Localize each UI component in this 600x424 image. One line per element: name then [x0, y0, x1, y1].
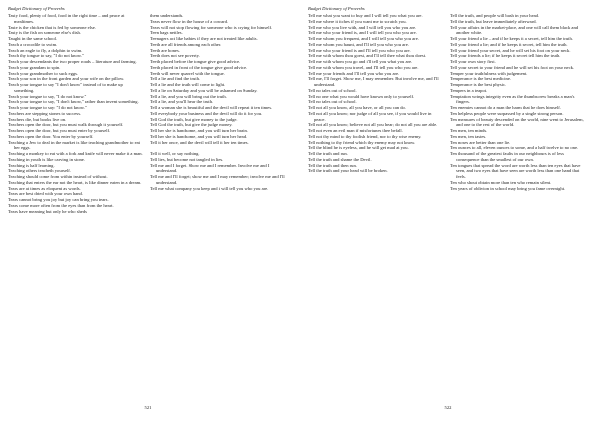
proverb-entry: Teeth placed in front of the tongue give good advice.	[150, 64, 248, 70]
proverb-entry: Teach your tongue to say, "I do not know."	[8, 93, 87, 99]
proverb-entry: Ten thousand of the greatest faults in our neighbours is of less consequence than the smallest of our own.	[450, 151, 564, 162]
proverb-entry: Tell your own story first.	[450, 59, 496, 64]
proverb-entry: Teach your descendants the two proper roads – literature and farming.	[8, 59, 137, 64]
proverb-entry: Tell God the truth, but give money to the judge.	[150, 116, 238, 122]
proverb-entry: Tell the blind he is eyeless, and he will get mad at you.	[308, 145, 409, 151]
proverb-entry: Teaching should come from within instead of without.	[8, 174, 108, 179]
proverb-entry: Tell me whom you frequent, and I will tell you who you are.	[308, 36, 419, 41]
proverb-entry: Tears are at times as eloquent as words.	[8, 185, 81, 191]
proverb-entry: Teaching a Jew to deal in the market is like teaching grandmother to eat her eggs.	[8, 139, 140, 151]
proverb-entry: Teachers die, but books live on.	[8, 116, 67, 122]
proverb-entry: Teeth placed before the tongue give good advice.	[150, 59, 241, 64]
proverb-entry: Tell the truth and then run.	[308, 162, 357, 168]
proverb-entry: Ten tongues that spread the word are worth less than ten eyes that have seen, and two eyes that have seen are worth less than one hand that feels.	[450, 162, 581, 179]
proverb-entry: Tell no one what you would have known only to yourself.	[308, 93, 415, 99]
proverb-entry: Taste is the chicken that is fed by someone else.	[8, 24, 96, 30]
proverb-entry: Ten men, ten minds.	[450, 128, 488, 133]
proverb-entry: Tell nothing to thy friend which thy enemy may not know.	[308, 139, 416, 145]
proverb-entry: Teach your tongue to say: "I do not know."	[8, 105, 87, 110]
proverb-entry: Tell the truth, and people will bash in your head.	[450, 13, 540, 18]
proverb-entry: Tell your friend your secret, and he will set his foot on your neck.	[450, 47, 571, 53]
proverb-entry: Tell not all you know; nor judge of all you see, if you would live in peace.	[308, 110, 432, 122]
proverb-entry: Tell me your friends and I'll tell you who you are.	[308, 70, 400, 76]
proverb-entry: Teen bags nettles.	[150, 30, 183, 36]
proverb-entry: Ten noses are better than one lie.	[450, 139, 511, 145]
proverb-entry: Temper your truthfulness with judgement.	[450, 70, 528, 76]
proverb-entry: Tell me and I forget. Show me and I remember. Involve me and I understand.	[150, 162, 270, 174]
proverb-entry: Tell a lie, and you'll hear the truth.	[150, 99, 214, 105]
proverb-entry: Ten helpless people were surpassed by a single strong person.	[450, 110, 564, 116]
proverb-entry: Tell your friend a lie; and if he keeps it secret, tell him the truth.	[450, 41, 568, 47]
proverb-entry: Tell a lie, and you will bring out the truth.	[150, 93, 227, 99]
proverb-entry: Teenagers act like babies if they are not treated like adults.	[150, 36, 258, 41]
proverb-entry: Tell the truth and shame the Devil.	[308, 156, 372, 162]
page-number: 521	[144, 405, 152, 410]
proverb-entry: Tell a lie and find the truth.	[150, 76, 201, 82]
left-column-2	[150, 13, 286, 214]
proverb-entry: Tell me with whom you go and i'll tell you what you are.	[308, 59, 413, 64]
proverb-entry: Tell no tales out of school.	[308, 99, 357, 105]
proverb-entry: Teachers open the door, but you must enter by yourself.	[8, 128, 111, 133]
right-column-1	[308, 13, 444, 191]
proverb-entry: Tell me, I'll forget. Show me, I may remember. But involve me, and I'll understand.	[308, 76, 439, 87]
proverb-entry: Tell me with whom you travel, and I'll tell you who you are.	[308, 64, 419, 70]
proverb-entry: Teach thy tongue to say, "I do not know."	[8, 53, 84, 59]
proverb-entry: Tell me who you live with, and I will tell you who you are.	[308, 24, 417, 30]
proverb-entry: Tears will not stop flowing for someone who is crying for himself.	[150, 24, 273, 30]
proverb-entry: them understands.	[150, 13, 184, 18]
proverb-entry: Teach an eagle to fly, a dolphin to swim.	[8, 47, 83, 53]
right-page	[300, 0, 600, 424]
proverb-entry: Tell everybody your business and the devil will do it for you.	[150, 110, 263, 116]
proverb-entry: Tears never flow in the house of a coward.	[150, 18, 229, 24]
proverb-entry: Temperance is the best medicine.	[450, 76, 512, 82]
proverb-entry: Tears cannot bring you joy but joy can bring you tears.	[8, 197, 109, 202]
proverb-entry: Ten enemies cannot do a man the harm that he does himself.	[450, 105, 561, 110]
proverb-entry: Tell not thy mind to thy foolish friend, nor to thy wise enemy.	[308, 133, 422, 139]
proverb-entry: Teach your tongue to say, "I don't know," rather than invent something.	[8, 99, 139, 105]
proverb-entry: Tell her she is handsome, and you will turn her brain.	[150, 128, 248, 133]
proverb-entry: Tell a lie on Saturday and you will be ashamed on Sunday.	[150, 87, 258, 93]
proverb-entry: Ten men, ten tastes.	[450, 133, 487, 139]
proverb-entry: Teachers are stepping stones to success.	[8, 110, 82, 116]
right-column-2	[450, 13, 586, 191]
proverb-entry: Tell not even an evil man if misfortunes thee befall.	[308, 128, 403, 133]
proverb-entry: Ten who shout obtain more than ten who remain silent.	[450, 179, 552, 185]
proverb-entry: Tell the truth and run.	[308, 151, 348, 156]
proverb-entry: Ten ounces to all, eleven ounces to some, and a half twelve to no one.	[450, 145, 579, 151]
proverb-entry: Tell a lie and the truth will come to light.	[150, 82, 226, 87]
proverb-entry: Tears come more often from the eyes than from the heart.	[8, 202, 114, 208]
proverb-entry: Teaching that enters the ear not the heart, is like dinner eaten in a dream.	[8, 179, 142, 185]
proverb-entry: Teachers open the door. You enter by yourself.	[8, 133, 94, 139]
proverb-entry: Ten years of oblivion in school may bring you fame overnight.	[450, 185, 566, 191]
proverb-entry: Tasty food, plenty of food, food in the right time – and peace at mealtimes.	[8, 13, 125, 24]
proverb-entry: Teachers open the door, but you must walk through it yourself.	[8, 122, 124, 128]
page-number: 522	[444, 405, 452, 410]
proverb-entry: Tell your secret to your friend and he will set his foot on your neck.	[450, 64, 575, 70]
proverb-entry: Tell it well, or say nothing.	[150, 151, 200, 156]
proverb-entry: Tell me what company you keep and i will tell you who you are.	[150, 185, 269, 191]
proverb-entry: Tell not all you know; believe not all you hear; do not all you are able.	[308, 122, 438, 128]
proverb-entry: Tell your affairs in the market-place, and one will call them black and another white.	[450, 24, 579, 36]
proverb-entry: Tell God the truth, but give the judge money.	[150, 122, 233, 128]
proverb-entry: Tell me where it itches if you want me to scratch you.	[308, 18, 407, 24]
proverb-entry: Tell a woman she is beautiful and the devil will repeat it ten times.	[150, 105, 273, 110]
proverb-entry: Teach your tongue to say "I don't know" instead of to make up something.	[8, 82, 123, 93]
proverb-entry: Tasty is the fish on someone else's dish.	[8, 30, 81, 36]
proverb-entry: Tell me with whom thou goest, and I'll tell thee what thou doest.	[308, 53, 427, 59]
proverb-entry: Teaching in youth is like carving in stone.	[8, 156, 85, 162]
proverb-entry: Tears have meaning but only he who sheds	[8, 208, 87, 214]
proverb-entry: Teeth will never quarrel with the tongue.	[150, 70, 225, 76]
proverb-entry: Tell it her once, and the devil will tell it her ten times.	[150, 139, 249, 145]
proverb-entry: Teach your grandmother to suck eggs.	[8, 70, 79, 76]
left-column-1	[8, 13, 144, 214]
proverb-entry: Tell your friends a lie; if he keeps it secret tell him the truth.	[450, 53, 561, 59]
proverb-entry: Tell the truth and your head will be broken.	[308, 168, 388, 174]
proverb-entry: Tell your friend a lie – and if he keeps it a secret, tell him the truth.	[450, 36, 573, 41]
proverb-entry: Teaching a monkey to eat with a fork and knife will never make it a man.	[8, 151, 143, 156]
running-header: Budget Dictionary of Proverbs	[8, 6, 65, 11]
proverb-entry: Teach your son in the front garden and your wife on the pillow.	[8, 76, 125, 82]
running-header: Budget Dictionary of Proverbs	[308, 6, 365, 11]
proverb-entry: Tell me who your friend is, and I will tell you who you are.	[308, 30, 417, 36]
proverb-entry: Tell not all you know, all you have, or all you can do.	[308, 105, 406, 110]
proverb-entry: Teeth does not see poverty.	[150, 53, 200, 59]
proverb-entry: Tell lies, but become not tangled in lies.	[150, 156, 224, 162]
proverb-entry: Teaching is half learning.	[8, 162, 55, 168]
proverb-entry: Tell the truth, but leave immediately afterward.	[450, 18, 537, 24]
proverb-entry: Taught in the same school.	[8, 36, 58, 41]
proverb-entry: Temperance is the best physic.	[450, 82, 507, 87]
proverb-entry: Tell no tales out of school.	[308, 87, 357, 93]
proverb-entry: Teeth are all friends among each other.	[150, 41, 222, 47]
proverb-entry: Tell me whom you haunt, and I'll tell you who you are.	[308, 41, 409, 47]
proverb-entry: Tell me what you want to buy and I will tell you what you are.	[308, 13, 423, 18]
proverb-entry: Teach a crocodile to swim.	[8, 41, 58, 47]
proverb-entry: Tempers in a teapot.	[450, 87, 488, 93]
proverb-entry: Tell her she is handsome, and you will turn her head.	[150, 133, 248, 139]
proverb-entry: Teeth are bones.	[150, 47, 180, 53]
proverb-entry: Tell me and I'll forget; show me and I may remember; involve me and I'll understand.	[150, 174, 285, 185]
proverb-entry: Teaching others teacheth yourself.	[8, 168, 71, 174]
proverb-entry: Tell me who your friend is and I'll tell you who you are.	[308, 47, 411, 53]
proverb-entry: Ten measures of beauty descended on the world, nine went to Jerusalem, and one to the rest of the world.	[450, 116, 584, 128]
proverb-entry: Tears are best dried with your own hand.	[8, 191, 83, 197]
proverb-entry: Teach your grandam to spin.	[8, 64, 61, 70]
proverb-entry: Temptation wrings integrity even as the thumbscrew breaks a man's fingers.	[450, 93, 575, 105]
